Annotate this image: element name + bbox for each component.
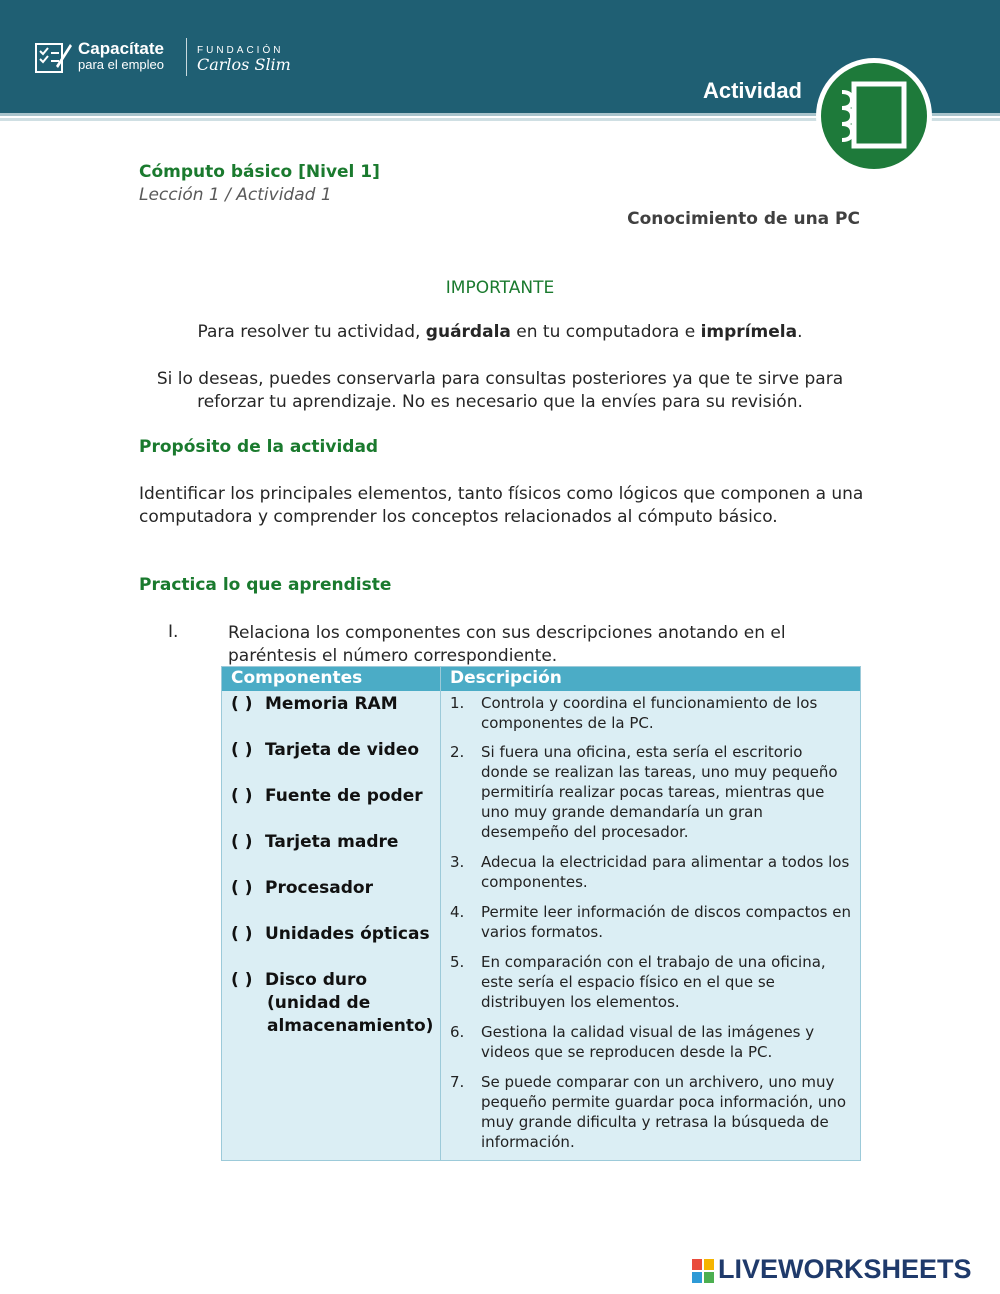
foundation-name: Carlos Slim: [197, 55, 291, 74]
purpose-text: Identificar los principales elementos, tanto físicos como lógicos que componen a una computadora y comprender los conceptos relacionados al cómputo básico.: [139, 484, 864, 527]
capacitate-logo: [34, 38, 324, 78]
answer-blank[interactable]: ( ): [231, 970, 253, 990]
answer-blank[interactable]: ( ): [231, 832, 253, 852]
note-paragraph: Si lo deseas, puedes conservarla para consultas posteriores ya que te sirve para reforzar tu aprendizaje. No es necesario que la envíes para su revisión.: [156, 369, 844, 412]
para1-part-a: Para resolver tu actividad,: [197, 322, 426, 342]
answer-blank[interactable]: ( ): [231, 694, 253, 714]
component-item: ( ) Disco duro (unidad de almacenamiento): [231, 970, 434, 1036]
answer-blank[interactable]: ( ): [231, 786, 253, 806]
col-components: Componentes: [231, 668, 363, 688]
answer-blank[interactable]: ( ): [231, 740, 253, 760]
logo-divider: [186, 38, 187, 76]
col-description: Descripción: [450, 668, 562, 688]
notebook-icon: [814, 56, 934, 176]
matching-table: Componentes Descripción ( ) Memoria RAM ( ) Tarjeta de video ( ) Fuente de poder ( ) Tarjeta madre ( ) Procesador ( ) Unidades ópticas ( ) Disco duro (unidad de almacenamiento) 1. Controla y coordina el funcionamiento de los componentes de la PC. 2. Si fuera una oficina, esta sería el escritorio donde se realizan las tareas, uno muy pequeño permitiría realizar pocas tareas, mientras que uno muy grande demandaría un gran desempeño del procesador. 3. Adecua la electricidad para alimentar a todos los componentes. 4. Permite leer información de discos compactos en varios formatos. 5. En comparación con el trabajo de una oficina, este sería el espacio físico en el que se distribuyen los elementos. 6. Gestiona la calidad visual de las imágenes y videos que se reproducen desde la PC. 7. Se puede comparar con un archivero, uno muy pequeño permite guardar poca información, uno muy grande dificulta y retrasa la búsqueda de información.: [221, 666, 861, 1161]
answer-blank[interactable]: ( ): [231, 878, 253, 898]
checklist-icon: [34, 40, 72, 74]
liveworksheets-logo: [692, 1254, 992, 1286]
component-item: ( ) Procesador: [231, 878, 373, 898]
component-item: ( ) Tarjeta de video: [231, 740, 420, 760]
section-title: Actividad: [702, 78, 802, 103]
table-header: [222, 667, 860, 691]
instructions-paragraph: [0, 322, 1000, 342]
foundation-label: FUNDACIÓN: [197, 45, 284, 56]
component-item: ( ) Fuente de poder: [231, 786, 423, 806]
para1-part-c: en tu computadora e: [510, 322, 701, 342]
logo-subtitle: para el empleo: [78, 57, 164, 72]
para1-part-e: .: [797, 322, 803, 342]
answer-blank[interactable]: ( ): [231, 924, 253, 944]
liveworksheets-brand: LIVEWORKSHEETS: [718, 1254, 972, 1284]
para1-save: guárdala: [425, 322, 511, 342]
practice-heading: Practica lo que aprendiste: [139, 575, 392, 595]
para1-print: imprímela: [700, 322, 798, 342]
column-divider: [440, 667, 441, 1160]
component-item: ( ) Unidades ópticas: [231, 924, 430, 944]
purpose-heading: Propósito de la actividad: [139, 437, 379, 457]
important-label: IMPORTANTE: [445, 278, 555, 298]
component-item: ( ) Tarjeta madre: [231, 832, 399, 852]
course-title: Cómputo básico [Nivel 1]: [139, 162, 380, 182]
logo-title: Capacítate: [78, 39, 164, 58]
component-item: ( ) Memoria RAM: [231, 694, 398, 714]
item-numeral: I.: [168, 622, 179, 642]
lesson-label: Lección 1 / Actividad 1: [139, 185, 332, 205]
topic-title: Conocimiento de una PC: [627, 209, 860, 229]
item-instruction: Relaciona los componentes con sus descripciones anotando en el paréntesis el número correspondiente.: [228, 623, 786, 666]
liveworksheets-icon: [692, 1259, 714, 1283]
